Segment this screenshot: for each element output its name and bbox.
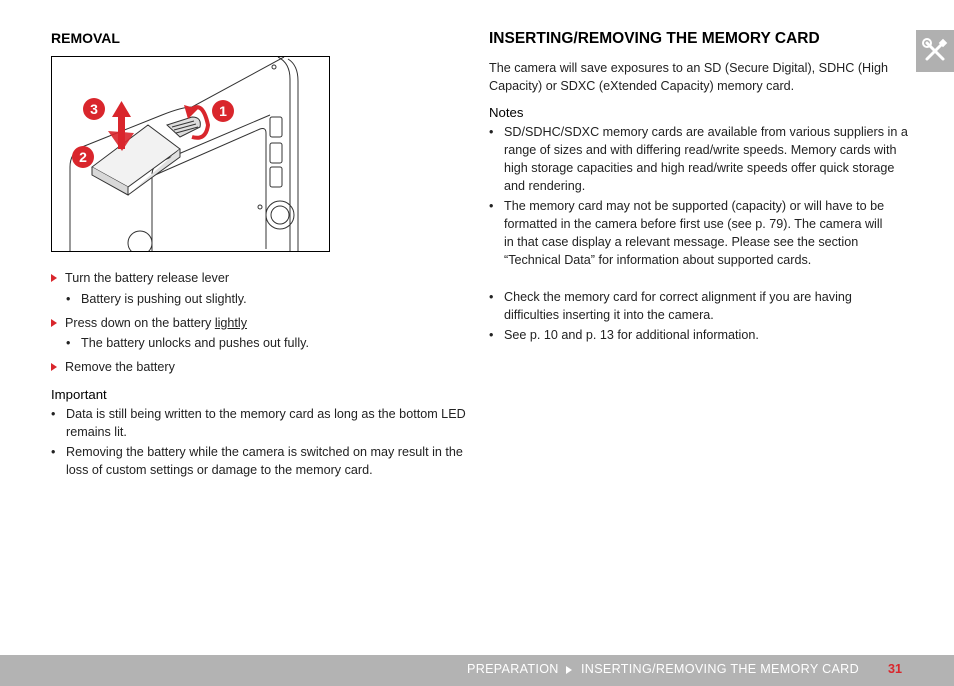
intro-paragraph: The camera will save exposures to an SD (Secure Digital), SDHC (High Capacity) or SDXC (eXtended Capacity) memory card. xyxy=(489,61,888,93)
section-title-memory-card: INSERTING/REMOVING THE MEMORY CARD xyxy=(489,30,820,47)
step-press-battery: Press down on the battery lightly xyxy=(51,314,247,332)
note-item: • The memory card may not be supported (capacity) or will have to be formatted in the camera before first use (see p. 79). The camera will in that case display a relevant message. Please see the section “Technical Data” for information about supported cards. xyxy=(489,199,885,267)
step-turn-lever: Turn the battery release lever xyxy=(51,269,229,287)
note-item: • Check the memory card for correct alignment if you are having difficulties inserting it into the camera. xyxy=(489,290,852,322)
step-remove-battery: Remove the battery xyxy=(51,358,175,376)
callout-1: 1 xyxy=(219,103,227,119)
arrow-bullet-icon xyxy=(51,274,57,282)
chapter-tab[interactable] xyxy=(916,30,954,72)
breadcrumb-separator-icon xyxy=(566,666,572,674)
important-label: Important xyxy=(51,387,107,402)
note-item: • See p. 10 and p. 13 for additional information. xyxy=(489,328,759,342)
arrow-bullet-icon xyxy=(51,319,57,327)
page-number: 31 xyxy=(888,662,903,676)
breadcrumb-current[interactable]: INSERTING/REMOVING THE MEMORY CARD xyxy=(581,662,859,676)
notes-label: Notes xyxy=(489,105,524,120)
step-result: • Battery is pushing out slightly. xyxy=(66,292,247,306)
section-title-removal: REMOVAL xyxy=(51,30,120,46)
arrow-bullet-icon xyxy=(51,363,57,371)
camera-illustration xyxy=(51,56,330,252)
important-item: • Removing the battery while the camera is switched on may result in the loss of custom settings or damage to the memory card. xyxy=(51,445,463,477)
page-footer xyxy=(0,655,954,686)
callout-3: 3 xyxy=(90,101,98,117)
note-item: • SD/SDHC/SDXC memory cards are available from various suppliers in a range of sizes and with differing read/write speeds. Memory cards with high storage capacities and high read/write speeds offer quick storage and rendering. xyxy=(489,125,908,193)
callout-2: 2 xyxy=(79,149,87,165)
step-result: • The battery unlocks and pushes out fully. xyxy=(66,336,309,350)
tools-icon xyxy=(916,30,954,72)
important-item: • Data is still being written to the memory card as long as the bottom LED remains lit. xyxy=(51,407,466,439)
breadcrumb-parent[interactable]: PREPARATION xyxy=(467,662,559,676)
